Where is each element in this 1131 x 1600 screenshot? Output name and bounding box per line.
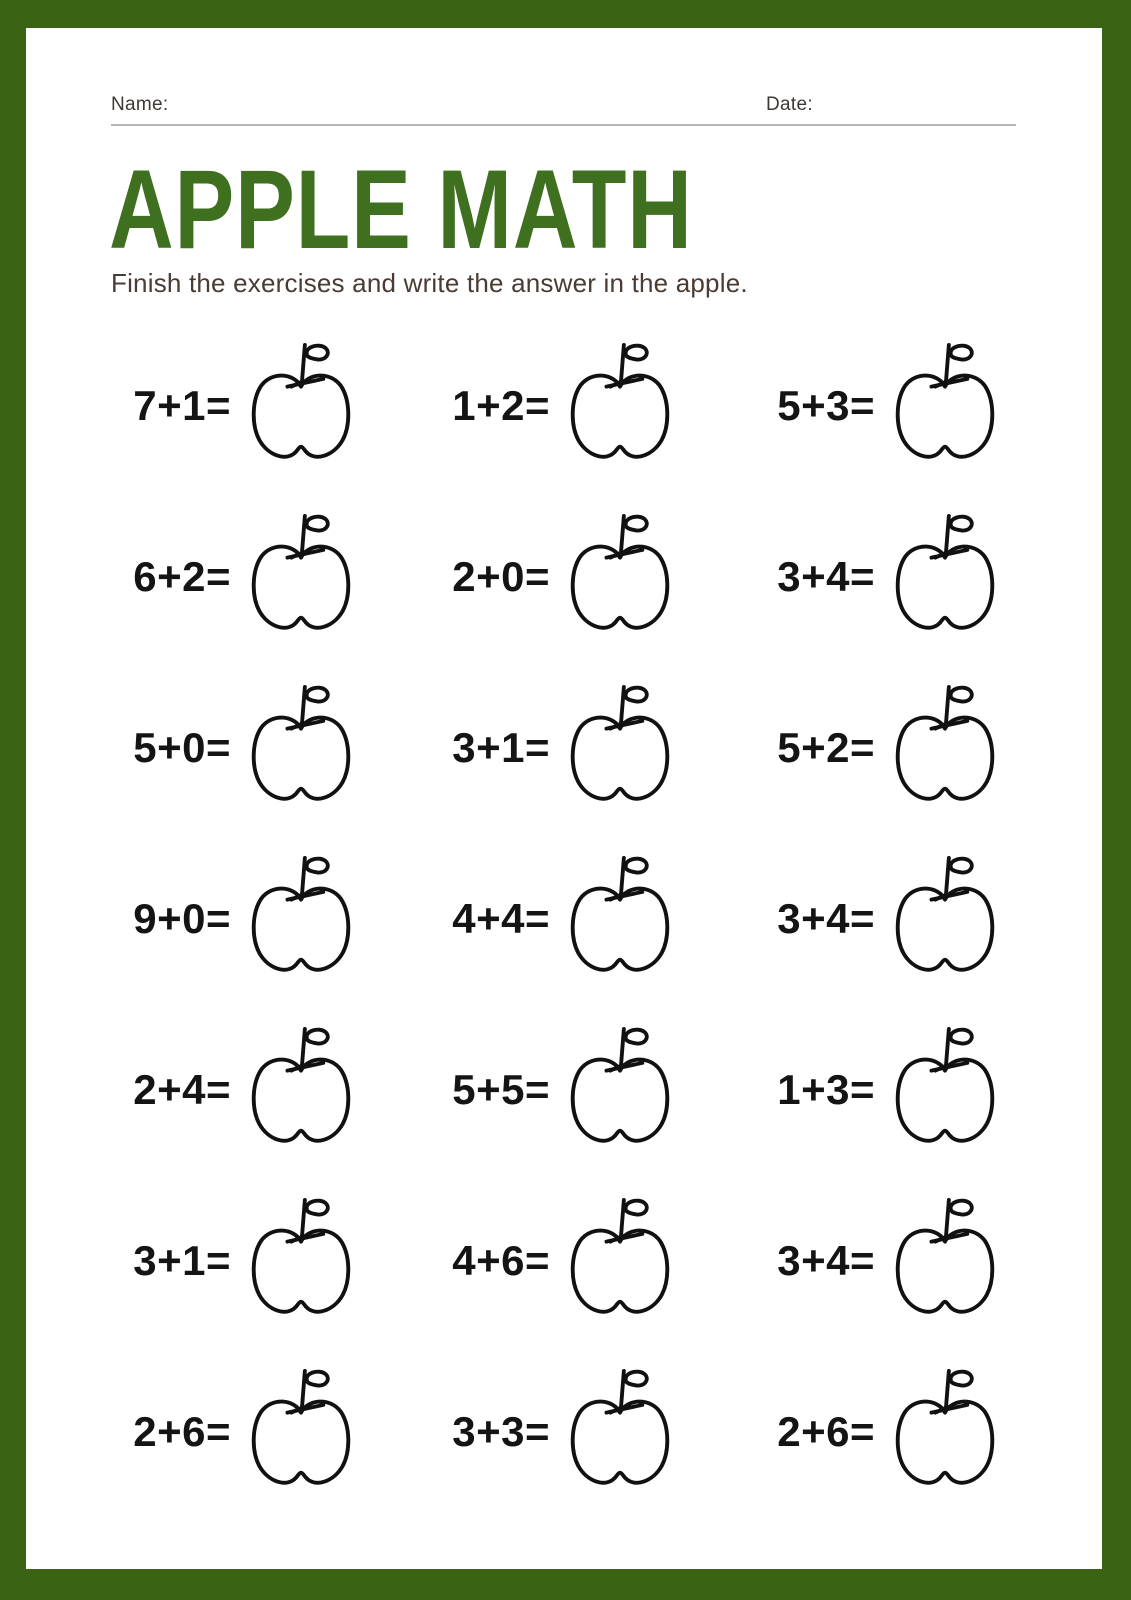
apple-body: [898, 1401, 993, 1482]
apple-leaf: [626, 1371, 647, 1385]
apple-stem: [302, 344, 305, 381]
math-problem: [430, 1346, 755, 1517]
apple-stem: [621, 1028, 624, 1065]
math-problem: [755, 320, 1074, 491]
apple-leaf: [951, 1200, 972, 1214]
equation-text: 4+4=: [452, 894, 550, 942]
math-problem: [755, 1346, 1074, 1517]
apple-leaf: [626, 1029, 647, 1043]
apple-leaf: [307, 345, 328, 359]
apple-stem: [302, 1028, 305, 1065]
page-title: APPLE MATH: [109, 147, 693, 272]
answer-apple-icon[interactable]: [241, 342, 361, 470]
apple-body: [573, 1230, 668, 1311]
apple-body: [573, 888, 668, 969]
apple-stem: [302, 1199, 305, 1236]
math-problem: [755, 491, 1074, 662]
apple-stem: [946, 344, 949, 381]
math-problem: [111, 1346, 430, 1517]
answer-apple-icon[interactable]: [885, 342, 1005, 470]
apple-leaf: [307, 687, 328, 701]
equation-text: 3+4=: [777, 1236, 875, 1284]
equation-text: 5+5=: [452, 1065, 550, 1113]
apple-body: [573, 1401, 668, 1482]
apple-stem: [302, 857, 305, 894]
apple-leaf: [626, 858, 647, 872]
math-problem: [755, 662, 1074, 833]
answer-apple-icon[interactable]: [560, 1026, 680, 1154]
apple-stem: [621, 686, 624, 723]
name-label: Name:: [111, 94, 169, 115]
equation-text: 3+4=: [777, 552, 875, 600]
apple-leaf: [626, 345, 647, 359]
equation-text: 3+1=: [133, 1236, 231, 1284]
answer-apple-icon[interactable]: [560, 342, 680, 470]
equation-text: 2+6=: [777, 1407, 875, 1455]
apple-leaf: [951, 1029, 972, 1043]
answer-apple-icon[interactable]: [885, 684, 1005, 812]
math-problem: [430, 320, 755, 491]
answer-apple-icon[interactable]: [560, 1197, 680, 1325]
apple-body: [573, 717, 668, 798]
answer-apple-icon[interactable]: [241, 1026, 361, 1154]
apple-body: [254, 1059, 349, 1140]
apple-body: [573, 546, 668, 627]
apple-leaf: [951, 687, 972, 701]
equation-text: 3+3=: [452, 1407, 550, 1455]
math-problem: [430, 833, 755, 1004]
math-problem: [755, 833, 1074, 1004]
equation-text: 7+1=: [133, 381, 231, 429]
apple-stem: [946, 857, 949, 894]
apple-leaf: [626, 687, 647, 701]
math-problem: [430, 491, 755, 662]
math-problem: [111, 1175, 430, 1346]
apple-leaf: [307, 516, 328, 530]
answer-apple-icon[interactable]: [560, 855, 680, 983]
math-problem: [430, 1004, 755, 1175]
equation-text: 2+4=: [133, 1065, 231, 1113]
apple-body: [898, 717, 993, 798]
math-problem: [755, 1004, 1074, 1175]
apple-stem: [621, 1370, 624, 1407]
math-problem: [111, 320, 430, 491]
apple-body: [898, 375, 993, 456]
apple-stem: [946, 1370, 949, 1407]
apple-stem: [946, 1028, 949, 1065]
apple-body: [254, 1401, 349, 1482]
equation-text: 1+2=: [452, 381, 550, 429]
apple-body: [898, 888, 993, 969]
apple-stem: [946, 515, 949, 552]
apple-leaf: [626, 1200, 647, 1214]
math-problem: [755, 1175, 1074, 1346]
apple-body: [254, 717, 349, 798]
equation-text: 5+2=: [777, 723, 875, 771]
apple-leaf: [951, 516, 972, 530]
math-problem: [111, 1004, 430, 1175]
equation-text: 2+0=: [452, 552, 550, 600]
apple-stem: [621, 344, 624, 381]
equation-text: 5+3=: [777, 381, 875, 429]
answer-apple-icon[interactable]: [560, 513, 680, 641]
page-subtitle: Finish the exercises and write the answer in the apple.: [111, 268, 748, 298]
answer-apple-icon[interactable]: [241, 684, 361, 812]
answer-apple-icon[interactable]: [241, 513, 361, 641]
answer-apple-icon[interactable]: [885, 855, 1005, 983]
problems-grid: [111, 320, 1074, 1517]
equation-text: 5+0=: [133, 723, 231, 771]
apple-stem: [621, 1199, 624, 1236]
answer-apple-icon[interactable]: [885, 513, 1005, 641]
apple-leaf: [307, 1371, 328, 1385]
answer-apple-icon[interactable]: [560, 684, 680, 812]
equation-text: 3+1=: [452, 723, 550, 771]
worksheet-page: [26, 28, 1102, 1569]
apple-body: [573, 375, 668, 456]
apple-leaf: [307, 1200, 328, 1214]
apple-body: [898, 1230, 993, 1311]
apple-stem: [302, 1370, 305, 1407]
apple-body: [254, 375, 349, 456]
apple-leaf: [951, 1371, 972, 1385]
answer-apple-icon[interactable]: [885, 1026, 1005, 1154]
apple-stem: [302, 515, 305, 552]
apple-leaf: [626, 516, 647, 530]
apple-leaf: [307, 1029, 328, 1043]
apple-body: [573, 1059, 668, 1140]
apple-leaf: [951, 345, 972, 359]
apple-stem: [946, 1199, 949, 1236]
apple-stem: [621, 857, 624, 894]
math-problem: [111, 833, 430, 1004]
apple-body: [254, 546, 349, 627]
answer-apple-icon[interactable]: [241, 1368, 361, 1496]
apple-body: [898, 1059, 993, 1140]
apple-stem: [621, 515, 624, 552]
equation-text: 9+0=: [133, 894, 231, 942]
date-label: Date:: [766, 94, 813, 115]
apple-leaf: [307, 858, 328, 872]
equation-text: 4+6=: [452, 1236, 550, 1284]
apple-leaf: [951, 858, 972, 872]
equation-text: 6+2=: [133, 552, 231, 600]
math-problem: [111, 491, 430, 662]
math-problem: [111, 662, 430, 833]
math-problem: [430, 1175, 755, 1346]
apple-body: [898, 546, 993, 627]
answer-apple-icon[interactable]: [241, 1197, 361, 1325]
equation-text: 1+3=: [777, 1065, 875, 1113]
apple-stem: [946, 686, 949, 723]
equation-text: 3+4=: [777, 894, 875, 942]
apple-body: [254, 888, 349, 969]
apple-body: [254, 1230, 349, 1311]
name-date-line[interactable]: [111, 94, 1016, 126]
answer-apple-icon[interactable]: [560, 1368, 680, 1496]
math-problem: [430, 662, 755, 833]
answer-apple-icon[interactable]: [241, 855, 361, 983]
answer-apple-icon[interactable]: [885, 1368, 1005, 1496]
answer-apple-icon[interactable]: [885, 1197, 1005, 1325]
apple-stem: [302, 686, 305, 723]
equation-text: 2+6=: [133, 1407, 231, 1455]
